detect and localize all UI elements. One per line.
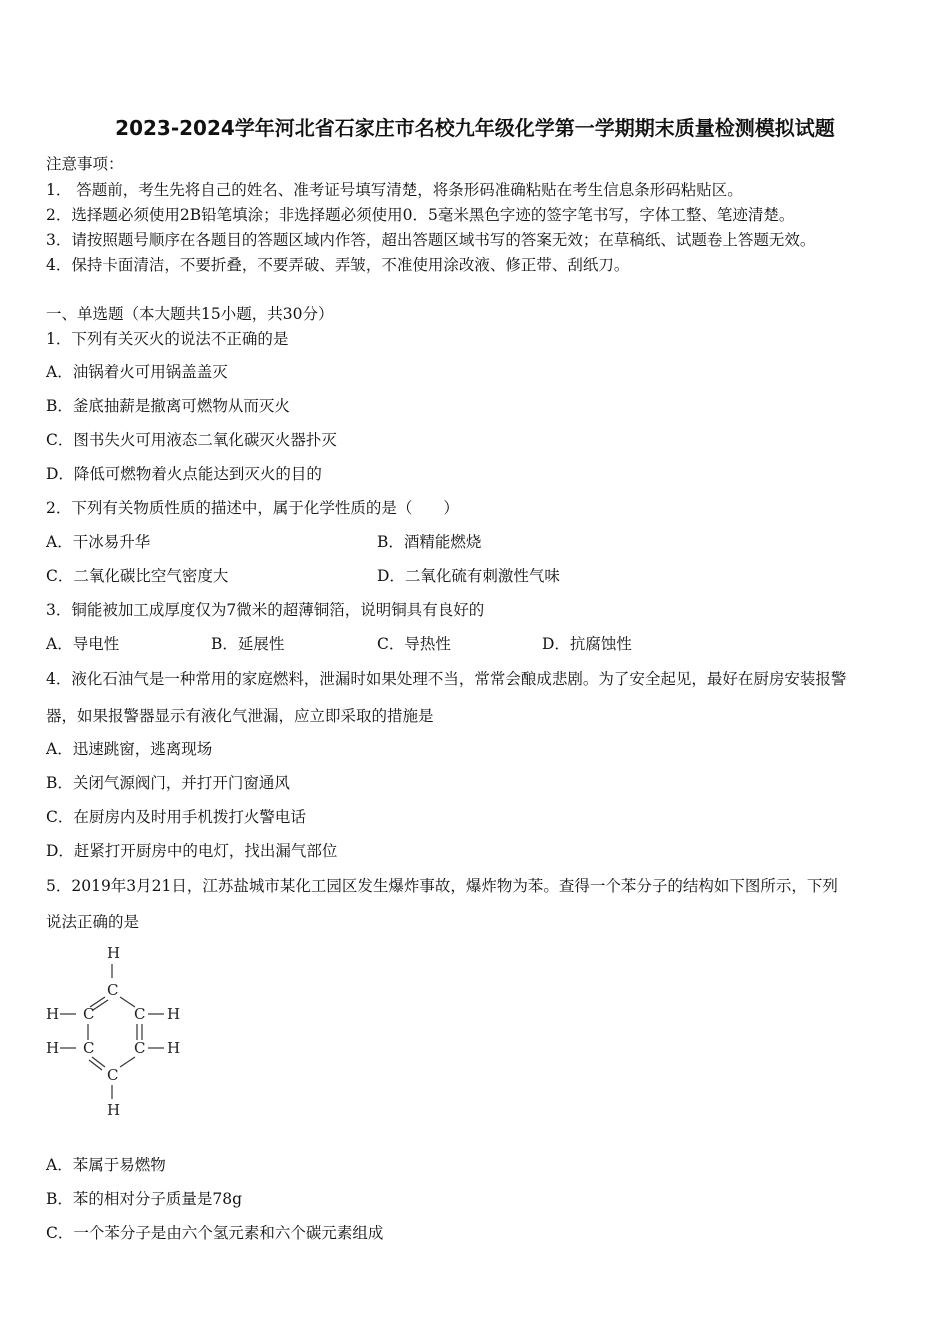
q4-option-a: A．迅速跳窗，逃离现场 [46,740,213,758]
atom-c-right-lower: C [134,1039,146,1057]
q4-stem-line1: 4．液化石油气是一种常用的家庭燃料，泄漏时如果处理不当，常常会酿成悲剧。为了安全起见，最好在厨房安装报警 [46,670,847,688]
q1-option-d: D．降低可燃物着火点能达到灭火的目的 [46,465,322,483]
atom-h-right-upper: H [167,1005,181,1023]
q5-stem-line2: 说法正确的是 [46,913,140,931]
q4-option-b: B．关闭气源阀门，并打开门窗通风 [46,774,290,792]
atom-c-top: C [107,981,119,999]
benzene-structure [40,940,200,1120]
q5-option-c: C．一个苯分子是由六个氢元素和六个碳元素组成 [46,1224,384,1242]
section-heading: 一、单选题（本大题共15小题，共30分） [46,305,334,323]
q2-option-b: B．酒精能燃烧 [377,533,482,551]
q3-option-b: B．延展性 [211,635,285,653]
atom-c-bottom: C [107,1066,119,1084]
atom-h-bottom: H [107,1101,121,1119]
q5-option-a: A．苯属于易燃物 [46,1156,166,1174]
q3-option-c: C．导热性 [377,635,451,653]
q2-option-a: A．干冰易升华 [46,533,151,551]
q4-option-d: D．赶紧打开厨房中的电灯，找出漏气部位 [46,842,338,860]
q3-stem: 3．铜能被加工成厚度仅为7微米的超薄铜箔，说明铜具有良好的 [46,601,485,619]
q5-stem-line1: 5．2019年3月21日，江苏盐城市某化工园区发生爆炸事故，爆炸物为苯。查得一个苯分子的结构如下图所示，下列 [46,877,838,895]
q2-option-d: D．二氧化硫有刺激性气味 [377,567,560,585]
q4-option-c: C．在厨房内及时用手机拨打火警电话 [46,808,306,826]
q1-stem: 1．下列有关灭火的说法不正确的是 [46,330,289,348]
notice-item-2: 2．选择题必须使用2B铅笔填涂；非选择题必须使用0．5毫米黑色字迹的签字笔书写，字体工整、笔迹清楚。 [46,206,795,224]
q1-option-a: A．油锅着火可用锅盖盖灭 [46,363,228,381]
page-title: 2023-2024学年河北省石家庄市名校九年级化学第一学期期末质量检测模拟试题 [115,116,835,140]
q1-option-c: C．图书失火可用液态二氧化碳灭火器扑灭 [46,431,337,449]
notice-item-4: 4．保持卡面清洁，不要折叠，不要弄破、弄皱，不准使用涂改液、修正带、刮纸刀。 [46,256,630,274]
q2-stem: 2．下列有关物质性质的描述中，属于化学性质的是（ ） [46,499,459,517]
q5-option-b: B．苯的相对分子质量是78g [46,1190,243,1208]
atom-c-left-upper: C [83,1005,95,1023]
notice-heading: 注意事项： [46,155,124,173]
notice-item-1: 1． 答题前，考生先将自己的姓名、准考证号填写清楚，将条形码准确粘贴在考生信息条形码粘贴区。 [46,181,743,199]
atom-h-left-lower: H [46,1039,60,1057]
atom-c-right-upper: C [134,1005,146,1023]
q3-option-a: A．导电性 [46,635,120,653]
notice-item-3: 3．请按照题号顺序在各题目的答题区域内作答，超出答题区域书写的答案无效；在草稿纸、试题卷上答题无效。 [46,231,816,249]
q1-option-b: B．釜底抽薪是撤离可燃物从而灭火 [46,397,290,415]
q2-option-c: C．二氧化碳比空气密度大 [46,567,229,585]
atom-h-left-upper: H [46,1005,60,1023]
q4-stem-line2: 器，如果报警器显示有液化气泄漏，应立即采取的措施是 [46,707,434,725]
q3-option-d: D．抗腐蚀性 [542,635,632,653]
atom-h-top: H [107,944,121,962]
atom-h-right-lower: H [167,1039,181,1057]
atom-c-left-lower: C [83,1039,95,1057]
